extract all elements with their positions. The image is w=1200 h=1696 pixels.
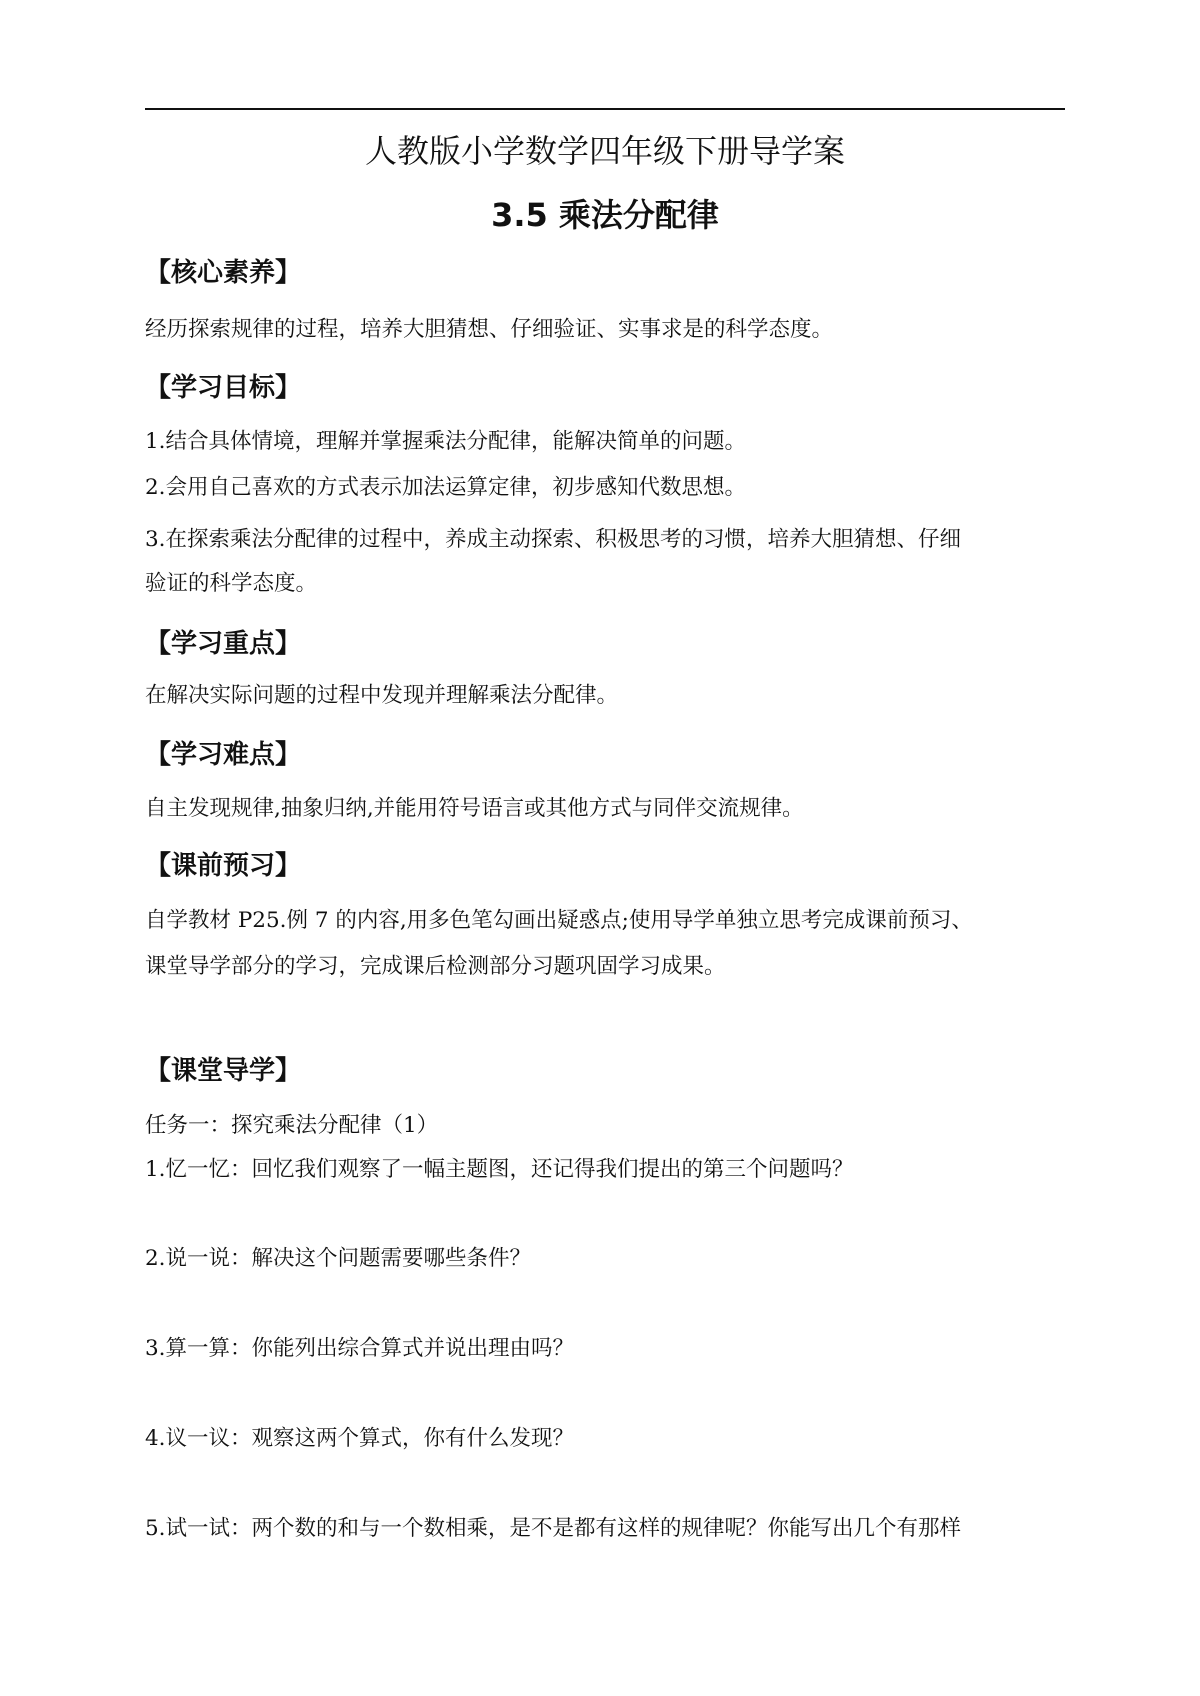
difficulty-text: 自主发现规律,抽象归纳,并能用符号语言或其他方式与同伴交流规律。 — [145, 796, 804, 821]
classroom-heading: 【课堂导学】 — [145, 1056, 302, 1086]
question-3: 3.算一算：你能列出综合算式并说出理由吗？ — [145, 1336, 575, 1361]
goal-item-1: 1.结合具体情境，理解并掌握乘法分配律，能解决简单的问题。 — [145, 429, 747, 454]
key-point-heading: 【学习重点】 — [145, 629, 302, 659]
task-title: 任务一：探究乘法分配律（1） — [145, 1113, 439, 1138]
preview-line-2: 课堂导学部分的学习，完成课后检测部分习题巩固学习成果。 — [145, 954, 726, 979]
question-2: 2.说一说：解决这个问题需要哪些条件？ — [145, 1246, 532, 1271]
document-title: 人教版小学数学四年级下册导学案 — [364, 132, 845, 170]
goal-item-3-cont: 验证的科学态度。 — [145, 571, 318, 596]
preview-line-1: 自学教材 P25.例 7 的内容,用多色笔勾画出疑惑点;使用导学单独立思考完成课前预习、 — [145, 908, 973, 933]
key-point-text: 在解决实际问题的过程中发现并理解乘法分配律。 — [145, 683, 619, 708]
goals-heading: 【学习目标】 — [145, 373, 302, 403]
lesson-title: 3.5 乘法分配律 — [491, 196, 719, 234]
difficulty-heading: 【学习难点】 — [145, 740, 302, 770]
question-4: 4.议一议：观察这两个算式，你有什么发现？ — [145, 1426, 575, 1451]
goal-item-3: 3.在探索乘法分配律的过程中，养成主动探索、积极思考的习惯，培养大胆猜想、仔细 — [145, 527, 962, 552]
preview-heading: 【课前预习】 — [145, 851, 302, 881]
question-1: 1.忆一忆：回忆我们观察了一幅主题图，还记得我们提出的第三个问题吗？ — [145, 1157, 854, 1182]
question-5: 5.试一试：两个数的和与一个数相乘，是不是都有这样的规律呢？你能写出几个有那样 — [145, 1516, 962, 1541]
core-text: 经历探索规律的过程，培养大胆猜想、仔细验证、实事求是的科学态度。 — [145, 317, 834, 342]
core-heading: 【核心素养】 — [145, 258, 302, 288]
goal-item-2: 2.会用自己喜欢的方式表示加法运算定律，初步感知代数思想。 — [145, 475, 747, 500]
header-rule — [145, 108, 1065, 110]
